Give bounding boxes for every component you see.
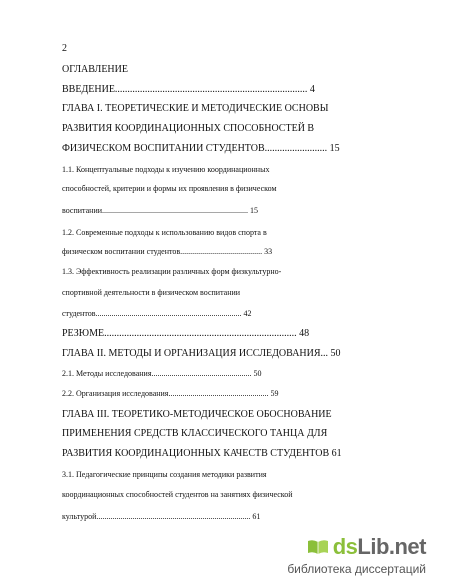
toc-line: ВВЕДЕНИЕ............................................................................. 4 <box>62 84 315 95</box>
toc-line: ГЛАВА II. МЕТОДЫ И ОРГАНИЗАЦИЯ ИССЛЕДОВАНИЯ... 50 <box>62 348 341 359</box>
toc-line: воспитании......................................................................... 15 <box>62 206 259 215</box>
toc-line: культурой............................................................................. 61 <box>62 512 261 521</box>
toc-line: координационных способностей студентов на занятиях физической <box>62 490 293 499</box>
toc-line: 2.2. Организация исследования.................................................. 59 <box>62 389 279 398</box>
brand-tagline: библиотека диссертаций <box>287 562 426 576</box>
toc-line: РАЗВИТИЯ КООРДИНАЦИОННЫХ СПОСОБНОСТЕЙ В <box>62 123 315 134</box>
toc-line: РЕЗЮМЕ............................................................................. 48 <box>62 328 310 339</box>
toc-line: РАЗВИТИЯ КООРДИНАЦИОННЫХ КАЧЕСТВ СТУДЕНТОВ 61 <box>62 448 342 459</box>
toc-line: физическом воспитании студентов......................................... 33 <box>62 247 273 256</box>
page-number: 2 <box>62 43 67 54</box>
toc-heading: ОГЛАВЛЕНИЕ <box>62 64 128 75</box>
toc-line: 1.3. Эффективность реализации различных форм физкультурно- <box>62 267 282 276</box>
toc-line: студентов......................................................................... 42 <box>62 309 252 318</box>
toc-line: 2.1. Методы исследования.................................................. 50 <box>62 369 262 378</box>
watermark <box>287 536 426 576</box>
toc-line: ПРИМЕНЕНИЯ СРЕДСТВ КЛАССИЧЕСКОГО ТАНЦА ДЛЯ <box>62 428 328 439</box>
toc-line: ГЛАВА I. ТЕОРЕТИЧЕСКИЕ И МЕТОДИЧЕСКИЕ ОСНОВЫ <box>62 103 329 114</box>
toc-line: ФИЗИЧЕСКОМ ВОСПИТАНИИ СТУДЕНТОВ......................... 15 <box>62 143 340 154</box>
watermark-logo <box>287 536 426 558</box>
toc-line: 3.1. Педагогические принципы создания методики развития <box>62 470 267 479</box>
book-icon <box>307 539 329 555</box>
brand-name: dsLib.net <box>332 534 426 559</box>
toc-line: ГЛАВА III. ТЕОРЕТИКО-МЕТОДИЧЕСКОЕ ОБОСНОВАНИЕ <box>62 409 332 420</box>
toc-line: спортивной деятельности в физическом воспитании <box>62 288 241 297</box>
toc-line: способностей, критерии и формы их проявления в физическом <box>62 184 277 193</box>
toc-line: 1.2. Современные подходы к использованию видов спорта в <box>62 228 267 237</box>
toc-line: 1.1. Концептуальные подходы к изучению координационных <box>62 165 270 174</box>
